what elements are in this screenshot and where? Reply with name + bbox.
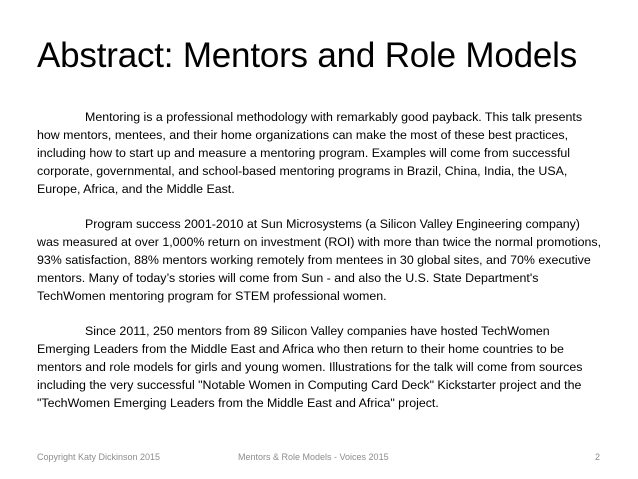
- footer-title: Mentors & Role Models - Voices 2015: [238, 452, 389, 462]
- slide-title: Abstract: Mentors and Role Models: [37, 36, 578, 75]
- slide-body: [37, 108, 605, 429]
- page-number: 2: [595, 452, 601, 462]
- footer-copyright: Copyright Katy Dickinson 2015: [37, 452, 161, 462]
- paragraph-techwomen: Since 2011, 250 mentors from 89 Silicon Valley companies have hosted TechWomen Emerging Leaders from the Middle East and Africa who then return to their home countries to be mentors and role models for girls and young women. Illustrations for the talk will come from sources including the very successful "Notable Women in Computing Card Deck" Kickstarter project and the "TechWomen Emerging Leaders from the Middle East and Africa" project.: [37, 324, 583, 410]
- paragraph-program-success: Program success 2001-2010 at Sun Microsystems (a Silicon Valley Engineering company) was measured at over 1,000% return on investment (ROI) with more than twice the normal promotions, 93% satisfaction, 88% mentors working remotely from mentees in 30 global sites, and 70% executive mentors. Many of today’s stories will come from Sun - and also the U.S. State Department's TechWomen mentoring program for STEM professional women.: [37, 217, 602, 303]
- paragraph-mentoring: Mentoring is a professional methodology with remarkably good payback. This talk presents how mentors, mentees, and their home organizations can make the most of these best practices, including how to start up and measure a mentoring program. Examples will come from successful corporate, governmental, and school-based mentoring programs in Brazil, China, India, the USA, Europe, Africa, and the Middle East.: [37, 110, 583, 196]
